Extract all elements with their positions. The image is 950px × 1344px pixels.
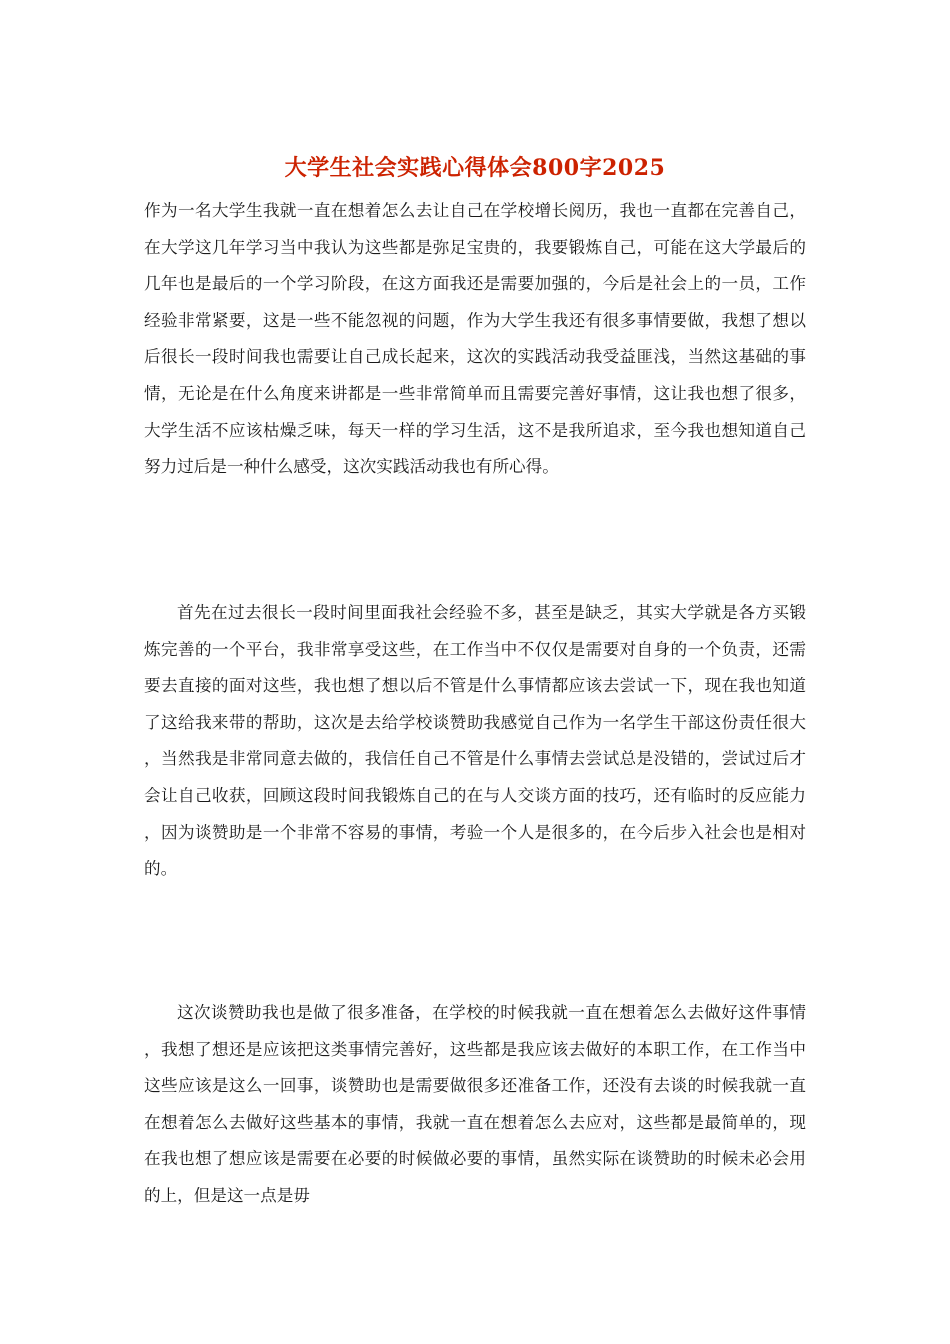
paragraph-3: 这次谈赞助我也是做了很多准备，在学校的时候我就一直在想着怎么去做好这件事情，我想了想还是应该把这类事情完善好，这些都是我应该去做好的本职工作，在工作当中这些应该是这么一回事，谈赞助也是需要做很多还准备工作，还没有去谈的时候我就一直在想着怎么去做好这些基本的事情，我就一直在想着怎么去应对，这些都是最简单的，现在我也想了想应该是需要在必要的时候做必要的事情，虽然实际在谈赞助的时候未必会用的上，但是这一点是毋: [144, 1003, 806, 1205]
paragraph-2: 首先在过去很长一段时间里面我社会经验不多，甚至是缺乏，其实大学就是各方买锻炼完善的一个平台，我非常享受这些，在工作当中不仅仅是需要对自身的一个负责，还需要去直接的面对这些，我也想了想以后不管是什么事情都应该去尝试一下，现在我也知道了这给我来带的帮助，这次是去给学校谈赞助我感觉自己作为一名学生干部这份责任很大，当然我是非常同意去做的，我信任自己不管是什么事情去尝试总是没错的，尝试过后才会让自己收获，回顾这段时间我锻炼自己的在与人交谈方面的技巧，还有临时的反应能力，因为谈赞助是一个非常不容易的事情，考验一个人是很多的，在今后步入社会也是相对的。: [144, 603, 806, 879]
paragraph-1: 作为一名大学生我就一直在想着怎么去让自己在学校增长阅历，我也一直都在完善自己，在大学这几年学习当中我认为这些都是弥足宝贵的，我要锻炼自己，可能在这大学最后的几年也是最后的一个学习阶段，在这方面我还是需要加强的，今后是社会上的一员，工作经验非常紧要，这是一些不能忽视的问题，作为大学生我还有很多事情要做，我想了想以后很长一段时间我也需要让自己成长起来，这次的实践活动我受益匪浅，当然这基础的事情，无论是在什么角度来讲都是一些非常简单而且需要完善好事情，这让我也想了很多，大学生活不应该枯燥乏味，每天一样的学习生活，这不是我所追求，至今我也想知道自己努力过后是一种什么感受，这次实践活动我也有所心得。: [144, 201, 806, 477]
document-title: 大学生社会实践心得体会800字2025: [284, 155, 666, 181]
